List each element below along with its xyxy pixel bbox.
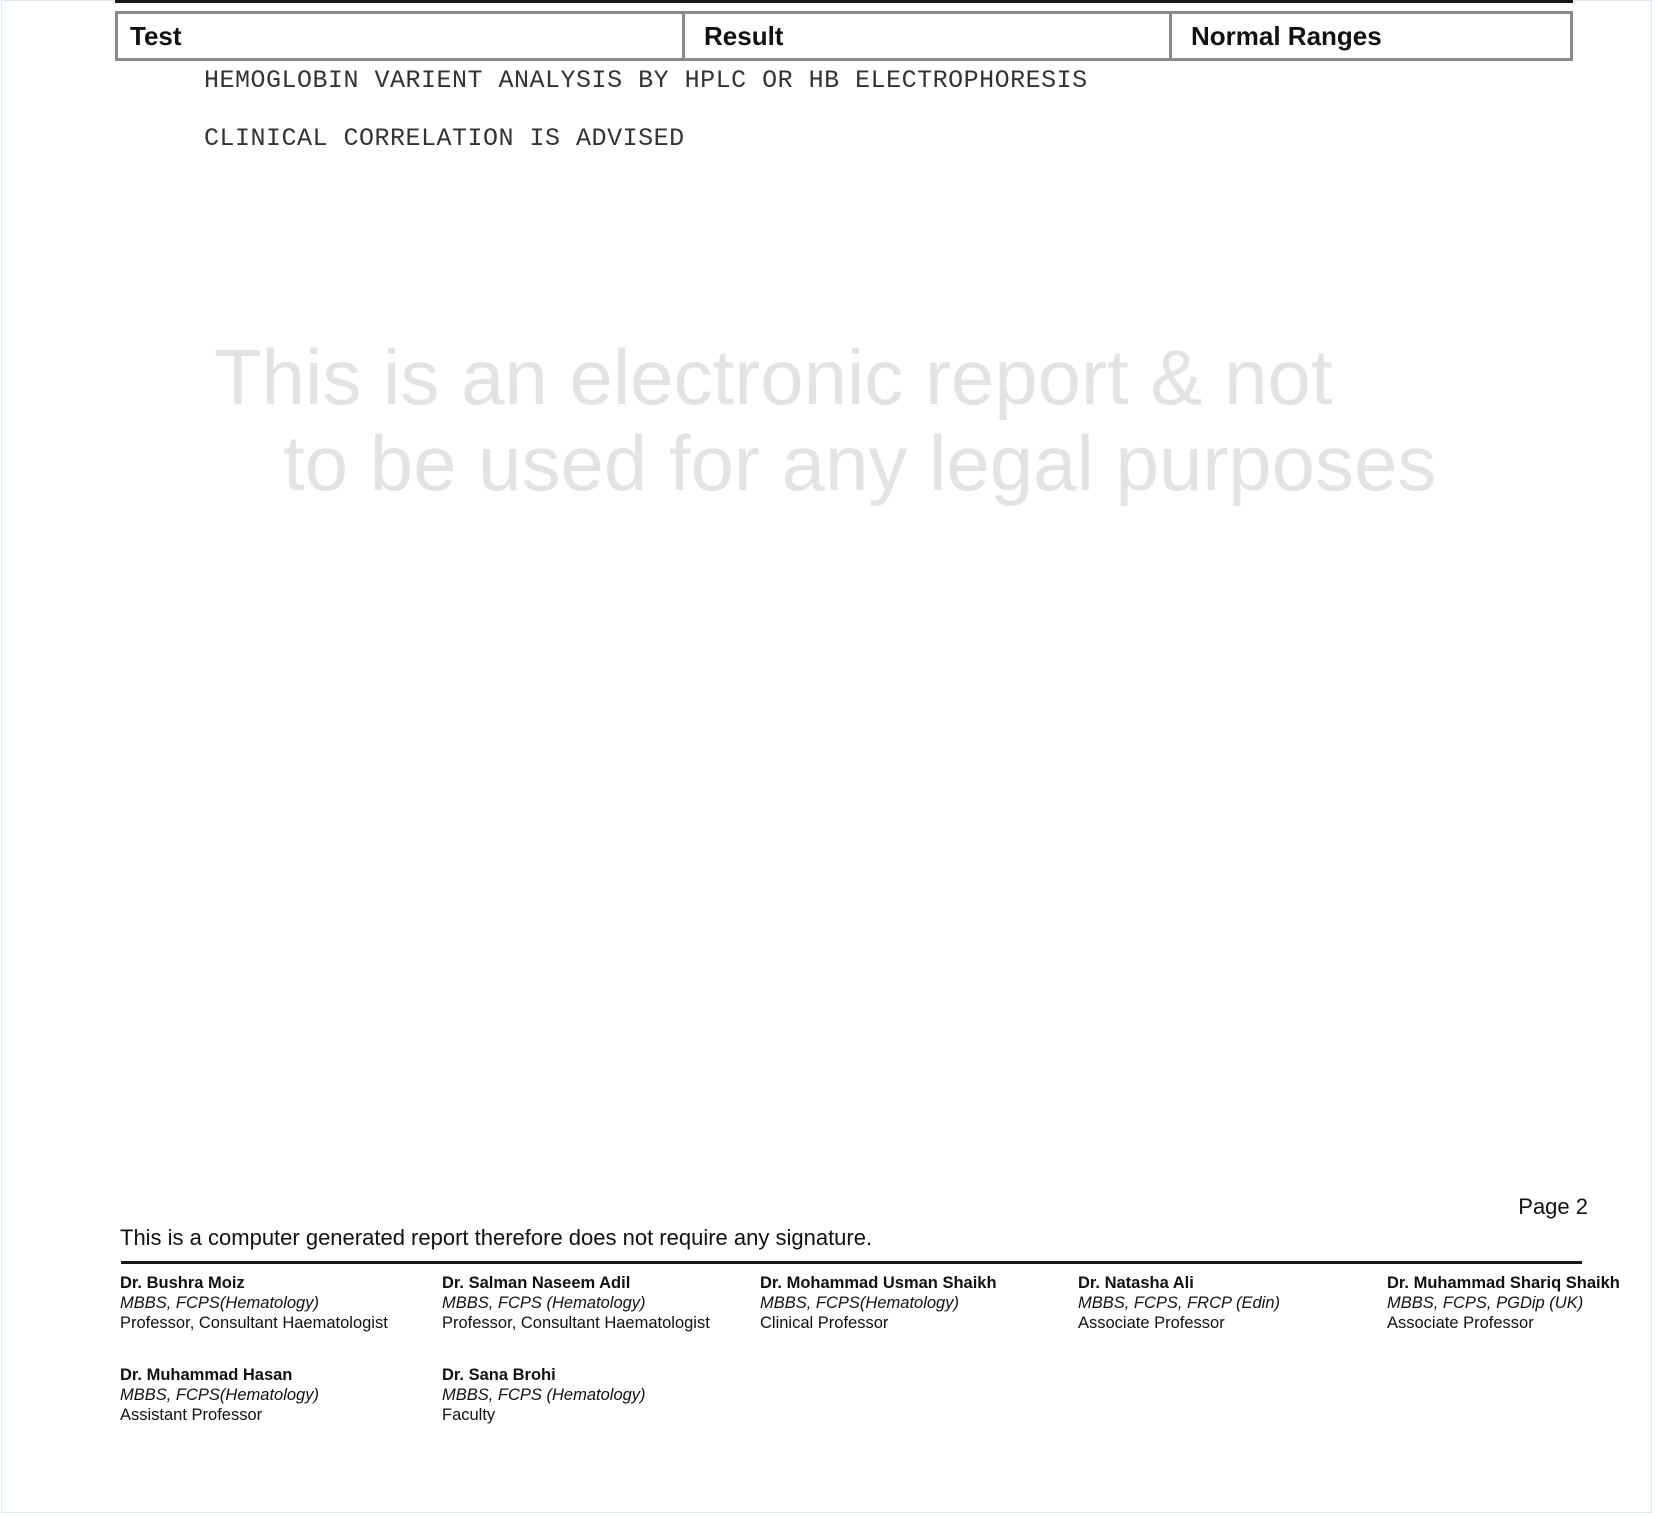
top-divider [115, 0, 1573, 3]
doctor-title: Professor, Consultant Haematologist [120, 1314, 388, 1332]
doctor-qualification: MBBS, FCPS(Hematology) [120, 1386, 319, 1404]
signature-disclaimer: This is a computer generated report therefore does not require any signature. [120, 1225, 873, 1250]
doctor-card [120, 1273, 388, 1333]
doctor-title: Assistant Professor [120, 1406, 263, 1424]
doctor-name: Dr. Muhammad Hasan [120, 1366, 293, 1384]
doctor-qualification: MBBS, FCPS (Hematology) [442, 1294, 646, 1312]
doctor-qualification: MBBS, FCPS (Hematology) [442, 1386, 646, 1404]
doctor-card [760, 1273, 997, 1333]
doctor-card [442, 1365, 646, 1425]
doctor-title: Faculty [442, 1406, 496, 1424]
doctor-title: Associate Professor [1078, 1314, 1225, 1332]
doctor-name: Dr. Sana Brohi [442, 1366, 556, 1384]
column-header-normal-ranges: Normal Ranges [1172, 11, 1573, 61]
column-header-test: Test [115, 11, 685, 61]
doctor-title: Clinical Professor [760, 1314, 889, 1332]
doctor-qualification: MBBS, FCPS(Hematology) [120, 1294, 319, 1312]
doctor-card [1387, 1273, 1620, 1333]
comment-line: CLINICAL CORRELATION IS ADVISED [204, 124, 685, 153]
doctor-card [120, 1365, 319, 1425]
results-table-header [115, 11, 1573, 61]
comment-line: HEMOGLOBIN VARIENT ANALYSIS BY HPLC OR HB ELECTROPHORESIS [204, 66, 1088, 95]
doctor-qualification: MBBS, FCPS(Hematology) [760, 1294, 959, 1312]
doctor-name: Dr. Mohammad Usman Shaikh [760, 1274, 997, 1292]
doctor-card [1078, 1273, 1280, 1333]
doctor-name: Dr. Muhammad Shariq Shaikh [1387, 1274, 1620, 1292]
doctor-title: Associate Professor [1387, 1314, 1534, 1332]
doctor-card [442, 1273, 710, 1333]
footer-divider [121, 1261, 1582, 1264]
watermark-line: This is an electronic report & not [214, 333, 1333, 421]
column-header-result: Result [685, 11, 1172, 61]
doctor-qualification: MBBS, FCPS, PGDip (UK) [1387, 1294, 1584, 1312]
doctor-name: Dr. Salman Naseem Adil [442, 1274, 631, 1292]
doctor-name: Dr. Natasha Ali [1078, 1274, 1194, 1292]
doctor-name: Dr. Bushra Moiz [120, 1274, 245, 1292]
page-number: Page 2 [1518, 1194, 1588, 1219]
watermark-line: to be used for any legal purposes [283, 419, 1437, 507]
doctor-qualification: MBBS, FCPS, FRCP (Edin) [1078, 1294, 1281, 1312]
doctor-title: Professor, Consultant Haematologist [442, 1314, 710, 1332]
